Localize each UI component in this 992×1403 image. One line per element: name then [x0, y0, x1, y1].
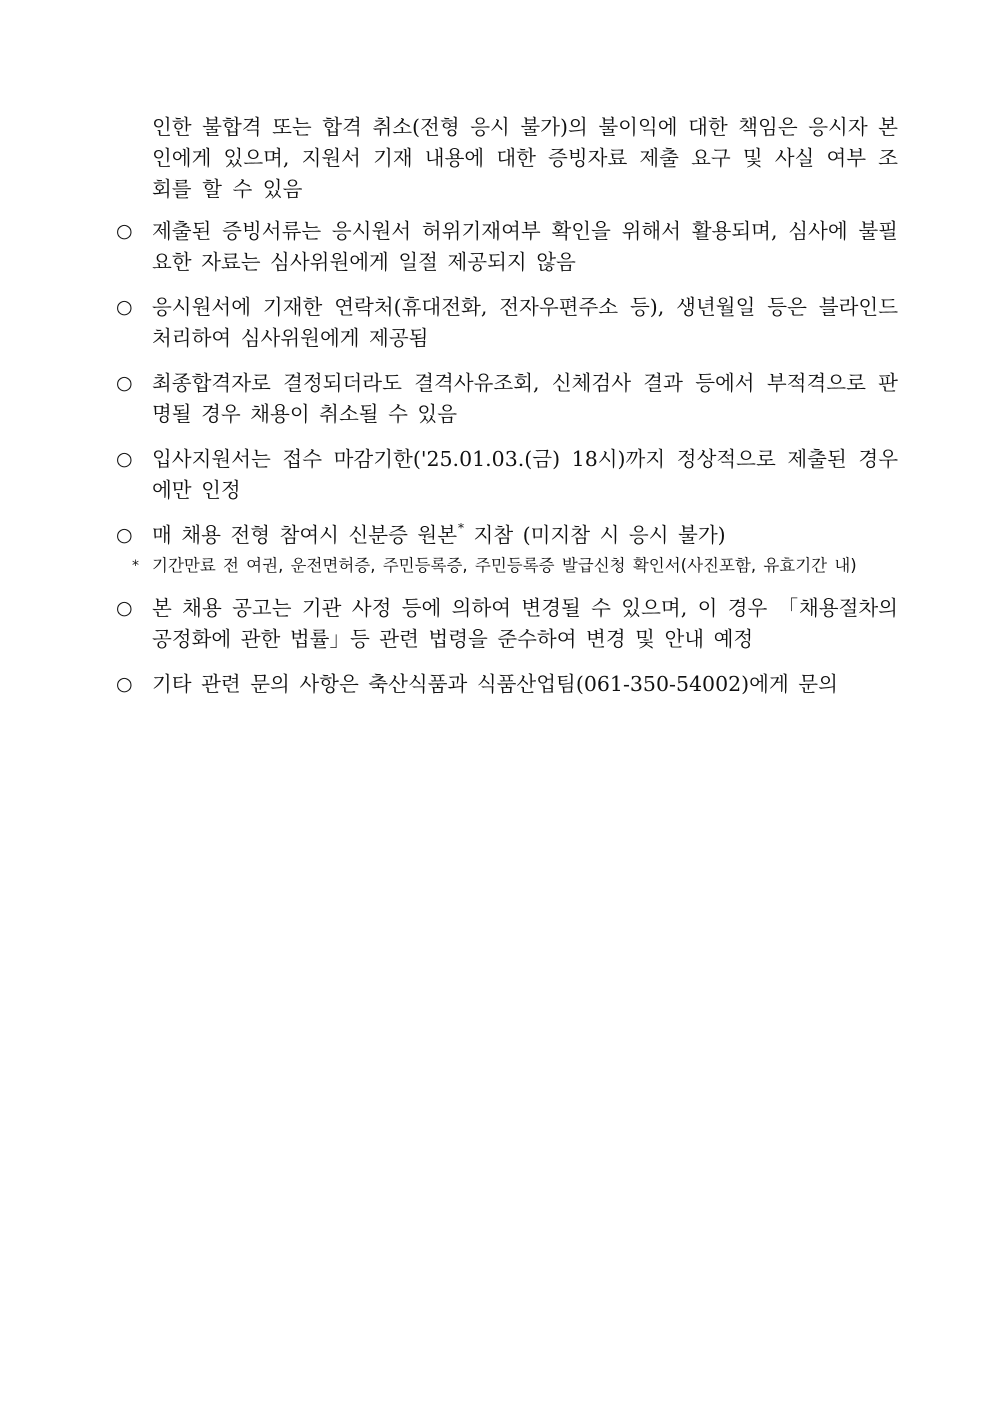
circle-bullet-icon: ○ [116, 524, 133, 546]
circle-bullet-icon: ○ [116, 597, 133, 619]
list-item-with-footnote [116, 520, 898, 579]
footnote [116, 553, 898, 579]
footnote-mark: * [132, 558, 139, 574]
list-item-text: 제출된 증빙서류는 응시원서 허위기재여부 확인을 위해서 활용되며, 심사에 불필요한 자료는 심사위원에게 일절 제공되지 않음 [152, 219, 898, 274]
list-item [116, 216, 898, 278]
notice-list [116, 216, 898, 714]
circle-bullet-icon: ○ [116, 372, 133, 394]
list-item [116, 444, 898, 506]
circle-bullet-icon: ○ [116, 673, 133, 695]
list-item [116, 669, 898, 700]
list-item-text: 입사지원서는 접수 마감기한('25.01.03.(금) 18시)까지 정상적으로 제출된 경우에만 인정 [152, 447, 898, 502]
list-item-text: 기타 관련 문의 사항은 축산식품과 식품산업팀(061-350-54002)에게 문의 [152, 672, 838, 696]
list-item-text-continued: 지참 (미지참 시 응시 불가) [464, 523, 726, 547]
circle-bullet-icon: ○ [116, 296, 133, 318]
circle-bullet-icon: ○ [116, 448, 133, 470]
list-item-text: 본 채용 공고는 기관 사정 등에 의하여 변경될 수 있으며, 이 경우 「채용절차의 공정화에 관한 법률」등 관련 법령을 준수하여 변경 및 안내 예정 [152, 596, 898, 651]
list-item [116, 292, 898, 354]
intro-continuation-paragraph: 인한 불합격 또는 합격 취소(전형 응시 불가)의 불이익에 대한 책임은 응시자 본인에게 있으며, 지원서 기재 내용에 대한 증빙자료 제출 요구 및 사실 여부 조회를 할 수 있음 [152, 115, 898, 201]
list-item [116, 368, 898, 430]
list-item-text: 최종합격자로 결정되더라도 결격사유조회, 신체검사 결과 등에서 부적격으로 판명될 경우 채용이 취소될 수 있음 [152, 371, 898, 426]
list-item-text: 매 채용 전형 참여시 신분증 원본 [152, 523, 458, 547]
list-item-text: 응시원서에 기재한 연락처(휴대전화, 전자우편주소 등), 생년월일 등은 블라인드 처리하여 심사위원에게 제공됨 [152, 295, 898, 350]
footnote-reference-mark: * [458, 521, 465, 535]
footnote-text: 기간만료 전 여권, 운전면허증, 주민등록증, 주민등록증 발급신청 확인서(사진포함, 유효기간 내) [152, 556, 857, 575]
list-item [116, 593, 898, 655]
circle-bullet-icon: ○ [116, 220, 133, 242]
